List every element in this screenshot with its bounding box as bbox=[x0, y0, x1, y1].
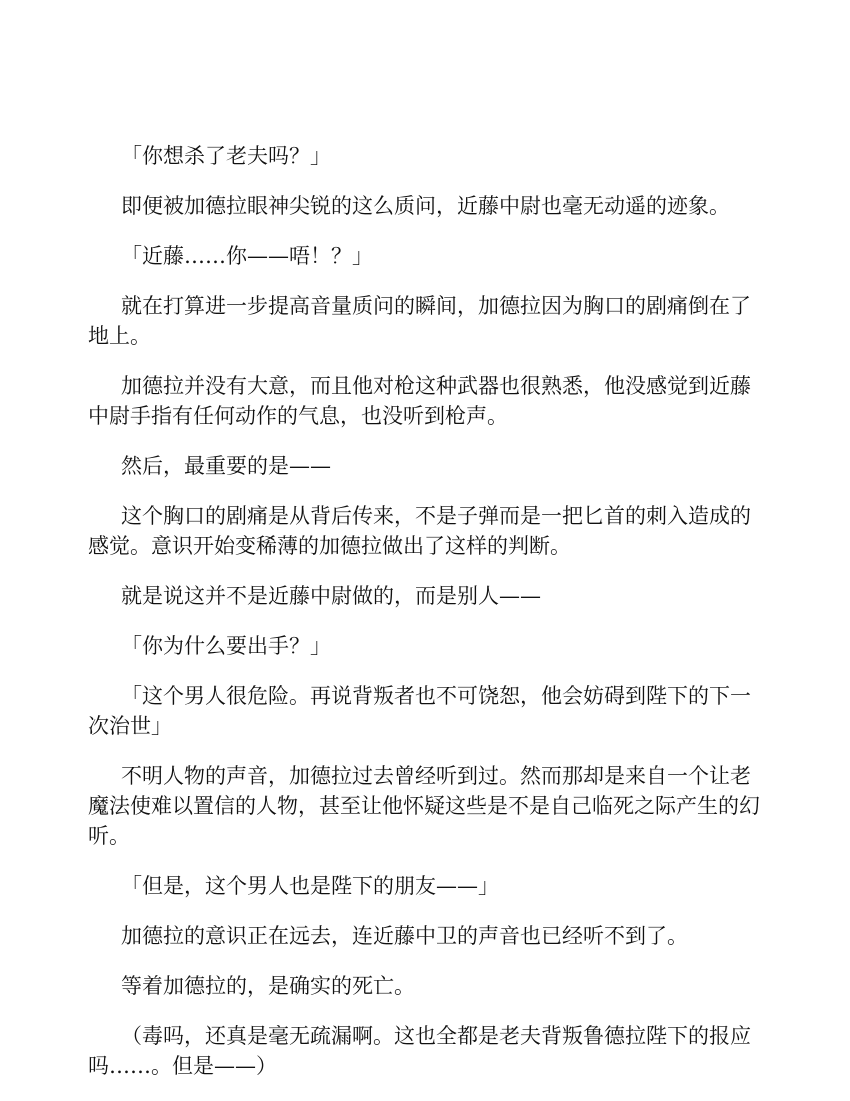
paragraph: 等着加德拉的，是确实的死亡。 bbox=[121, 974, 415, 998]
paragraph: 这个胸口的剧痛是从背后传来，不是子弹而是一把匕首的刺入造成的感觉。意识开始变稀薄的加德拉做出了这样的判断。 bbox=[88, 504, 751, 558]
paragraph: 就在打算进一步提高音量质问的瞬间，加德拉因为胸口的剧痛倒在了地上。 bbox=[88, 294, 751, 348]
paragraph: 然后，最重要的是—— bbox=[121, 454, 331, 478]
paragraph: 「你为什么要出手？」 bbox=[121, 634, 331, 658]
paragraph: 「这个男人很危险。再说背叛者也不可饶恕，他会妨碍到陛下的下一次治世」 bbox=[88, 684, 751, 738]
paragraph: 不明人物的声音，加德拉过去曾经听到过。然而那却是来自一个让老魔法使难以置信的人物，甚至让他怀疑这些是不是自己临死之际产生的幻听。 bbox=[88, 764, 760, 848]
paragraph: （毒吗，还真是毫无疏漏啊。这也全都是老夫背叛鲁德拉陛下的报应吗……。但是——） bbox=[88, 1024, 751, 1078]
paragraph: 即便被加德拉眼神尖锐的这么质问，近藤中尉也毫无动遥的迹象。 bbox=[121, 194, 730, 218]
body-text bbox=[88, 141, 763, 1101]
paragraph: 加德拉的意识正在远去，连近藤中卫的声音也已经听不到了。 bbox=[121, 924, 688, 948]
paragraph: 「你想杀了老夫吗？」 bbox=[121, 144, 331, 168]
paragraph: 「近藤……你——唔！？」 bbox=[121, 244, 373, 268]
paragraph: 「但是，这个男人也是陛下的朋友——」 bbox=[121, 874, 499, 898]
paragraph: 就是说这并不是近藤中尉做的，而是别人—— bbox=[121, 584, 541, 608]
paragraph: 加德拉并没有大意，而且他对枪这种武器也很熟悉，他没感觉到近藤中尉手指有任何动作的气息，也没听到枪声。 bbox=[88, 374, 751, 428]
